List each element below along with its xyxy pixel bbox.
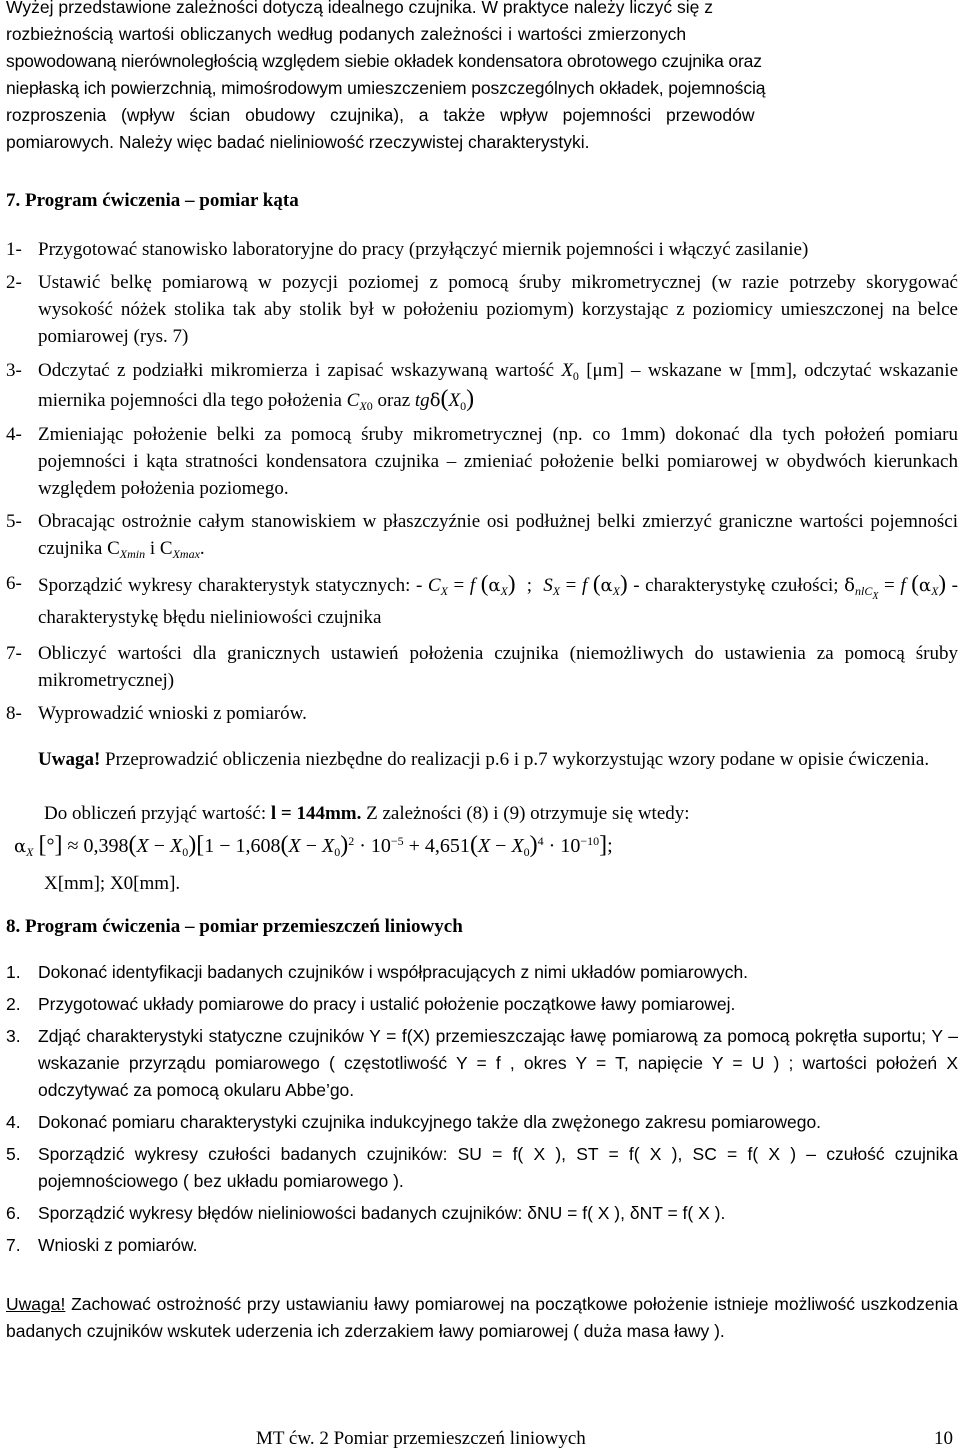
item-number: 2. xyxy=(6,994,21,1014)
list-item xyxy=(0,1109,958,1136)
calc-line xyxy=(44,800,958,827)
units-line: X[mm]; X0[mm]. xyxy=(44,873,181,894)
list-item xyxy=(0,959,958,986)
calc-text: Do obliczeń przyjąć wartość: xyxy=(44,803,271,824)
list-item xyxy=(0,1141,958,1195)
item-text: oraz xyxy=(372,390,415,411)
item-text: - charakterystykę czułości; xyxy=(627,575,845,596)
item-text: Dokonać identyfikacji badanych czujników i współpracujących z nimi układów pomiarowych. xyxy=(38,962,749,982)
item-number: 6. xyxy=(6,1203,21,1223)
item-text: Obliczyć wartości dla granicznych ustawień położenia czujnika (niemożliwych do ustawienia za pomocą śruby mikrometrycznej) xyxy=(38,643,958,691)
note-text: Przeprowadzić obliczenia niezbędne do realizacji p.6 i p.7 wykorzystując wzory podane w opisie ćwiczenia. xyxy=(100,749,930,770)
list-item xyxy=(0,1023,958,1104)
list-item: 6- Sporządzić wykresy charakterystyk statycznych: - $C_X = f$ $(\alpha_X)$ ; $S_X = f$ $(\alpha_X)$ - charakterystykę czułości; $\delta_{nlC_X} = f$ $(\alpha_X)$ - charakterystykę błędu nieliniowości czujnika xyxy=(0,568,958,634)
item-text: [μm] – wskazane w [mm], odczytać wskazanie miernika pojemności dla tego położenia xyxy=(38,360,959,411)
page-number: 10 xyxy=(934,1428,953,1449)
item-text: Przygotować układy pomiarowe do pracy i ustalić położenie początkowe ławy pomiarowej. xyxy=(38,994,736,1014)
angle-formula: $\alpha_X$ [°] ≈ $0,398(X - X_0)[1 - 1,608(X - X_0)^2 \cdot 10^{-5} + 4,651(X - X_0)^4 \cdot 10^{-10}]$; xyxy=(14,832,613,859)
item-number: 3- xyxy=(6,360,22,381)
calc-text: Z zależności (8) i (9) otrzymuje się wtedy: xyxy=(361,803,690,824)
item-number: 1- xyxy=(6,239,22,260)
list-item: 3- Odczytać z podziałki mikromierza i zapisać wskazywaną wartość $X_0$ [μm] – wskazane w [mm], odczytać wskazanie miernika pojemności dla tego położenia $C_{X0}$ oraz $tg\delta(X_0)$ xyxy=(0,356,958,415)
item-text: Obracając ostrożnie całym stanowiskiem w płaszczyźnie osi podłużnej belki zmierzyć graniczne wartości pojemności czujnika C xyxy=(38,511,958,559)
item-number: 8- xyxy=(6,703,22,724)
note-label: Uwaga! xyxy=(6,1294,66,1314)
intro-line: pomiarowych. Należy więc badać nieliniowość rzeczywistej charakterystyki. xyxy=(6,132,590,152)
item-number: 5. xyxy=(6,1144,21,1164)
item-number: 7. xyxy=(6,1235,21,1255)
note-label: Uwaga! xyxy=(38,749,101,770)
section-8-heading: 8. Program ćwiczenia – pomiar przemieszczeń liniowych xyxy=(6,916,463,937)
section-7-list xyxy=(0,236,958,727)
subscript: Xmax xyxy=(172,547,200,561)
item-text: Ustawić belkę pomiarową w pozycji poziomej z pomocą śruby mikrometrycznej (w razie potrzeby skorygować wysokość nóżek stolika tak aby stolik był w położeniu poziomym) korzystając z poziomicy umieszczonej na belce pomiarowej (rys. 7) xyxy=(38,272,958,347)
item-number: 3. xyxy=(6,1026,21,1046)
item-text: Sporządzić wykresy charakterystyk statycznych: - xyxy=(38,575,428,596)
intro-line: spowodowaną nierównoległością względem siebie okładek kondensatora obrotowego czujnika oraz xyxy=(6,51,762,71)
item-text: - charakterystykę błędu nieliniowości czujnika xyxy=(38,575,958,628)
section-8-list xyxy=(0,959,958,1259)
item-number: 7- xyxy=(6,643,22,664)
list-item xyxy=(0,421,958,502)
item-text: Dokonać pomiaru charakterystyki czujnika indukcyjnego także dla zwężonego zakresu pomiarowego. xyxy=(38,1112,822,1132)
list-item xyxy=(0,1232,958,1259)
list-item xyxy=(0,236,958,263)
item-number: 2- xyxy=(6,272,22,293)
intro-line: niepłaską ich powierzchnią, mimośrodowym umieszczeniem poszczególnych okładek, pojemnością xyxy=(6,78,766,98)
calc-value: l = 144mm. xyxy=(270,803,362,824)
item-text: Sporządzić wykresy czułości badanych czujników: SU = f( X ), ST = f( X ), SC = f( X ) – czułość czujnika pojemnościowego ( bez układu pomiarowego ). xyxy=(38,1144,958,1191)
list-item xyxy=(0,1200,958,1227)
item-number: 4. xyxy=(6,1112,21,1132)
intro-line: rozbieżnością wartośi obliczanych według podanych zależności i wartości zmierzonych xyxy=(6,24,687,44)
note-1 xyxy=(38,746,958,773)
item-text: Sporządzić wykresy błędów nieliniowości badanych czujników: δNU = f( X ), δNT = f( X ). xyxy=(38,1203,726,1223)
intro-paragraph xyxy=(6,0,958,156)
list-item xyxy=(0,508,958,562)
footer-title: MT ćw. 2 Pomiar przemieszczeń liniowych xyxy=(256,1428,586,1449)
item-text: Wnioski z pomiarów. xyxy=(38,1235,198,1255)
list-item xyxy=(0,991,958,1018)
item-text: Zmieniając położenie belki za pomocą śruby mikrometrycznej (np. co 1mm) dokonać dla tych położeń pomiaru pojemności i kąta stratności kondensatora czujnika – zmieniać położenie belki pomiarowej w obydwóch kierunkach względem położenia poziomego. xyxy=(38,424,958,499)
intro-line: Wyżej przedstawione zależności dotyczą idealnego czujnika. W praktyce należy liczyć się z xyxy=(6,0,713,17)
intro-line: rozproszenia (wpływ ścian obudowy czujnika), a także wpływ pojemności przewodów xyxy=(6,105,755,125)
item-text: Odczytać z podziałki mikromierza i zapisać wskazywaną wartość xyxy=(38,360,562,381)
item-text: Wyprowadzić wnioski z pomiarów. xyxy=(38,703,307,724)
item-text: Przygotować stanowisko laboratoryjne do pracy (przyłączyć miernik pojemności i włączyć zasilanie) xyxy=(38,239,809,260)
item-text: . xyxy=(199,538,205,559)
item-number: 1. xyxy=(6,962,21,982)
subscript: Xmin xyxy=(119,547,146,561)
list-item xyxy=(0,640,958,694)
section-7-heading: 7. Program ćwiczenia – pomiar kąta xyxy=(6,190,299,211)
list-item xyxy=(0,269,958,350)
note-2 xyxy=(6,1291,958,1345)
list-item xyxy=(0,700,958,727)
note-text: Zachować ostrożność przy ustawianiu ławy pomiarowej na początkowe położenie istnieje możliwość uszkodzenia badanych czujników wskutek uderzenia ich zderzakiem ławy pomiarowej ( duża masa ławy ). xyxy=(6,1294,958,1341)
item-number: 5- xyxy=(6,511,22,532)
item-number: 4- xyxy=(6,424,22,445)
item-text: Zdjąć charakterystyki statyczne czujników Y = f(X) przemieszczając ławę pomiarową za pomocą pokrętła suportu; Y – wskazanie przyrządu pomiarowego ( częstotliwość Y = f , okres Y = T, napięcie Y = U ) ; wartości położeń X odczytywać za pomocą okularu Abbe’go. xyxy=(38,1026,958,1100)
item-text: i C xyxy=(145,538,173,559)
item-number: 6- xyxy=(6,573,22,594)
